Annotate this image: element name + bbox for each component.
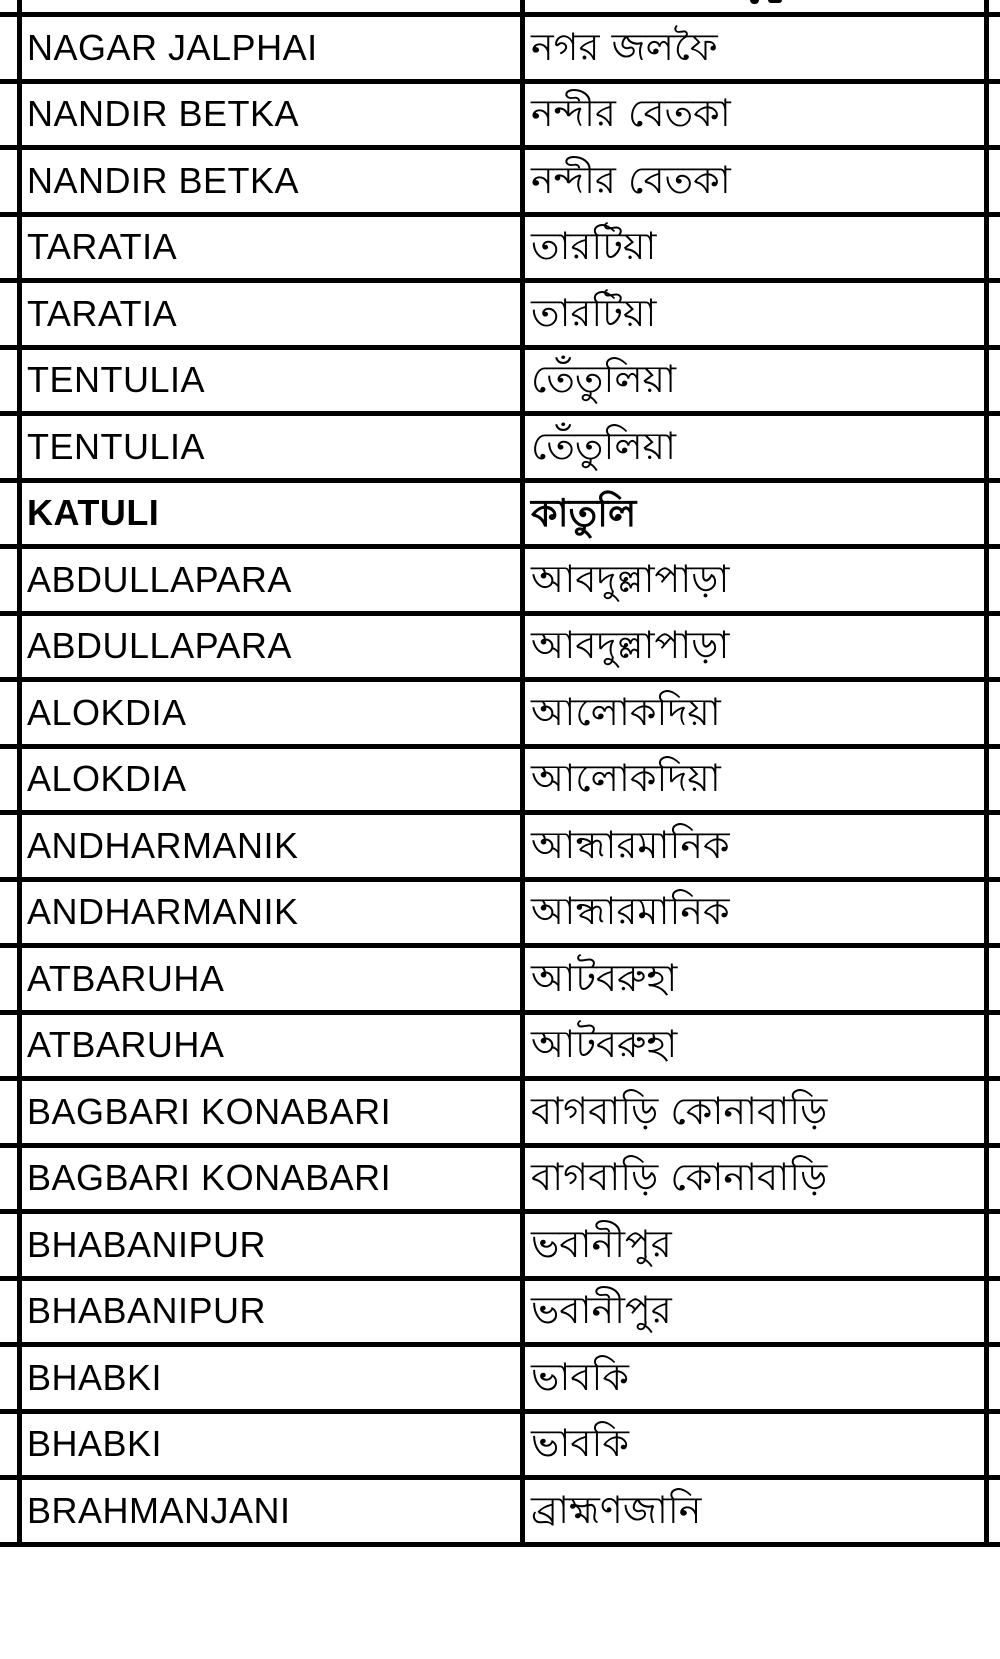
village-name-bn: আবদুল্লাপাড়া <box>531 556 730 601</box>
village-name-en: BHABANIPUR <box>27 1290 267 1332</box>
village-name-bn: নগর জলফৈ <box>531 24 718 69</box>
table-row <box>0 1281 1000 1348</box>
table-row <box>0 882 1000 949</box>
village-name-bn: তেঁতুলিয়া <box>531 423 677 468</box>
village-name-en: BHABKI <box>27 1423 163 1465</box>
village-name-en: ATBARUHA <box>27 957 225 999</box>
table-row <box>0 1480 1000 1547</box>
village-name-bn: নন্দীর বেতকা <box>531 91 731 136</box>
table-row <box>0 1015 1000 1082</box>
village-name-bn: আন্ধারমানিক <box>531 822 730 867</box>
village-name-bn: ভবানীপুর <box>531 1221 672 1266</box>
table-row <box>0 483 1000 550</box>
table-row <box>0 1148 1000 1215</box>
clipped-glyph-fragment <box>768 0 782 3</box>
table-row <box>0 749 1000 816</box>
table-row <box>0 1414 1000 1481</box>
village-name-bn: বাগবাড়ি কোনাবাড়ি <box>531 1155 828 1200</box>
table-row <box>0 217 1000 284</box>
village-name-bn: আবদুল্লাপাড়া <box>531 623 730 668</box>
village-name-en: BRAHMANJANI <box>27 1489 291 1531</box>
table-border-right-column <box>984 0 989 1547</box>
table-row <box>0 350 1000 417</box>
village-name-bn: ভবানীপুর <box>531 1288 672 1333</box>
village-name-bn: আটবরুহা <box>531 1022 678 1067</box>
village-name-en: ALOKDIA <box>27 758 187 800</box>
village-name-en: ABDULLAPARA <box>27 558 292 600</box>
village-name-en: NAGAR JALPHAI <box>27 26 318 68</box>
table-row <box>0 616 1000 683</box>
table-row <box>0 682 1000 749</box>
village-name-bn: নন্দীর বেতকা <box>531 157 731 202</box>
table-row <box>0 84 1000 151</box>
table-row <box>0 948 1000 1015</box>
village-name-bn: আন্ধারমানিক <box>531 889 730 934</box>
table-row <box>0 815 1000 882</box>
table-row <box>0 283 1000 350</box>
table-row <box>0 17 1000 84</box>
village-name-bn: কাতুলি <box>531 490 637 536</box>
village-name-bn: আলোকদিয়া <box>531 689 721 734</box>
village-name-en: NANDIR BETKA <box>27 93 300 135</box>
village-name-en: ALOKDIA <box>27 691 187 733</box>
village-name-en: TARATIA <box>27 292 178 334</box>
table-row <box>0 416 1000 483</box>
village-name-bn: আলোকদিয়া <box>531 756 721 801</box>
table-row <box>0 1081 1000 1148</box>
table-row <box>0 1214 1000 1281</box>
village-name-en: ATBARUHA <box>27 1024 225 1066</box>
village-name-bn: তারটিয়া <box>531 290 657 335</box>
village-name-en: BHABKI <box>27 1356 163 1398</box>
village-name-en: ANDHARMANIK <box>27 891 299 933</box>
table-border-left-column <box>17 0 22 1547</box>
clipped-glyph-fragment <box>750 0 759 4</box>
table-border-column-divider <box>520 0 525 1547</box>
village-name-bn: তেঁতুলিয়া <box>531 357 677 402</box>
village-name-bn: বাগবাড়ি কোনাবাড়ি <box>531 1088 828 1133</box>
village-name-en: BAGBARI KONABARI <box>27 1090 392 1132</box>
village-name-en: NANDIR BETKA <box>27 159 300 201</box>
village-name-bn: ভাবকি <box>531 1421 629 1466</box>
village-name-bn: ভাবকি <box>531 1354 629 1399</box>
table-row <box>0 549 1000 616</box>
village-name-en: BAGBARI KONABARI <box>27 1157 392 1199</box>
village-name-en: ANDHARMANIK <box>27 824 299 866</box>
village-name-en: TENTULIA <box>27 425 206 467</box>
partial-table-row <box>0 0 1000 17</box>
village-name-en: KATULI <box>27 492 160 534</box>
table-row <box>0 1347 1000 1414</box>
table-row <box>0 150 1000 217</box>
village-name-en: TENTULIA <box>27 359 206 401</box>
village-name-bn: আটবরুহা <box>531 955 678 1000</box>
village-name-en: TARATIA <box>27 226 178 268</box>
village-name-en: BHABANIPUR <box>27 1223 267 1265</box>
village-name-en: ABDULLAPARA <box>27 625 292 667</box>
village-name-bn: তারটিয়া <box>531 224 657 269</box>
village-name-bn: ব্রাহ্মণজানি <box>531 1487 702 1532</box>
